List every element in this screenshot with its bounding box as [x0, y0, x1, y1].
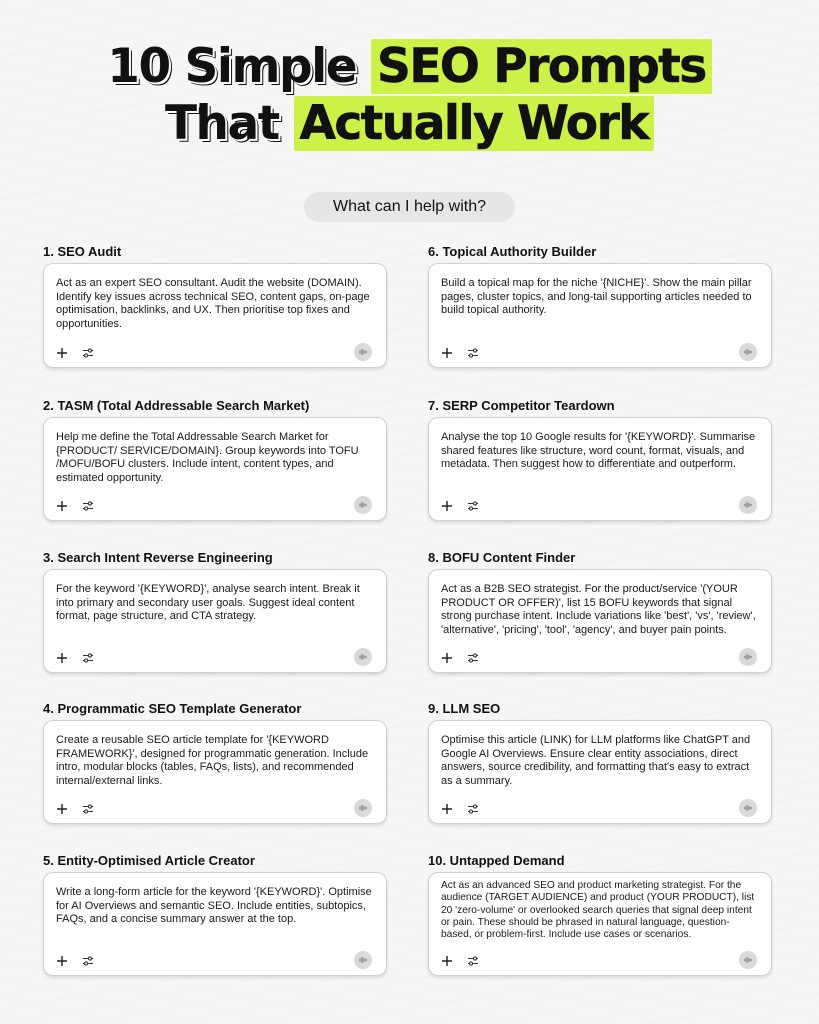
prompt-text-2: Help me define the Total Addressable Search Market for {PRODUCT/ SERVICE/DOMAIN}. Group keywords into TOFU /MOFU/BOFU clusters. Include intent, content types, and estimated opportunity.	[56, 431, 359, 484]
prompt-text-7: Analyse the top 10 Google results for '{KEYWORD}'. Summarise shared features like structure, word count, format, visuals, and metadata. Then suggest how to differentiate and outperform.	[441, 431, 756, 470]
prompt-text-6: Build a topical map for the niche '{NICHE}'. Show the main pillar pages, cluster topics, and long-tail supporting articles needed to build topical authority.	[441, 277, 752, 316]
prompt-title-6: 6. Topical Authority Builder	[428, 244, 597, 259]
title-line-1-plain: 10 Simple	[107, 39, 371, 94]
voice-icon[interactable]	[354, 343, 372, 361]
prompt-card-3[interactable]	[43, 569, 387, 673]
plus-icon[interactable]	[56, 802, 68, 814]
prompt-text-1: Act as an expert SEO consultant. Audit the website (DOMAIN). Identify key issues across technical SEO, content gaps, on-page optimisation, backlinks, and UX. Then prioritise top fixes and opportunities.	[56, 277, 370, 330]
voice-icon[interactable]	[739, 343, 757, 361]
prompt-title-4: 4. Programmatic SEO Template Generator	[43, 701, 302, 716]
page-title	[0, 38, 819, 152]
prompt-text-9: Optimise this article (LINK) for LLM platforms like ChatGPT and Google AI Overviews. Ensure clear entity associations, direct answers, source credibility, and formatting that's easy to extract as a summary.	[441, 734, 751, 787]
prompt-title-9: 9. LLM SEO	[428, 701, 501, 716]
voice-icon[interactable]	[354, 648, 372, 666]
prompt-title-3: 3. Search Intent Reverse Engineering	[43, 550, 273, 565]
prompt-title-7: 7. SERP Competitor Teardown	[428, 398, 615, 413]
prompt-text-10: Act as an advanced SEO and product marketing strategist. For the audience (TARGET AUDIENCE) and product (YOUR PRODUCT), list 20 'zero-volume' or overlooked search queries that signal deep intent or pain. These should be phrased in natural language, question-based, or problem-first. Include use cases or scenarios.	[441, 880, 755, 941]
prompt-title-10: 10. Untapped Demand	[428, 853, 565, 868]
prompt-card-5[interactable]	[43, 872, 387, 976]
prompt-text-4: Create a reusable SEO article template for '{KEYWORD FRAMEWORK}', designed for programmatic generation. Include intro, modular blocks (tables, FAQs, lists), and recommended internal/external links.	[56, 734, 369, 787]
prompt-text-8: Act as a B2B SEO strategist. For the product/service '(YOUR PRODUCT OR OFFER)', list 15 BOFU keywords that signal strong purchase intent. Include variations like 'best', 'vs', 'review', 'alternative', 'pricing', 'tool', 'agency', and buyer pain points.	[441, 583, 756, 636]
title-line-2	[0, 95, 819, 152]
prompt-text-5: Write a long-form article for the keyword '{KEYWORD}'. Optimise for AI Overviews and semantic SEO. Include entities, subtopics, FAQs, and a concise summary answer at the top.	[56, 886, 372, 925]
prompt-title-5: 5. Entity-Optimised Article Creator	[43, 853, 255, 868]
voice-icon[interactable]	[354, 951, 372, 969]
prompt-card-9[interactable]	[428, 720, 772, 824]
prompt-card-4[interactable]	[43, 720, 387, 824]
plus-icon[interactable]	[441, 802, 453, 814]
voice-icon[interactable]	[354, 496, 372, 514]
plus-icon[interactable]	[441, 954, 453, 966]
voice-icon[interactable]	[739, 799, 757, 817]
sliders-icon[interactable]	[82, 954, 94, 966]
prompt-card-7[interactable]	[428, 417, 772, 521]
plus-icon[interactable]	[56, 499, 68, 511]
sliders-icon[interactable]	[82, 651, 94, 663]
sliders-icon[interactable]	[82, 346, 94, 358]
prompt-text-3: For the keyword '{KEYWORD}', analyse search intent. Break it into primary and secondary user goals. Suggest ideal content format, page structure, and CTA strategy.	[56, 583, 360, 622]
prompt-title-1: 1. SEO Audit	[43, 244, 122, 259]
plus-icon[interactable]	[56, 954, 68, 966]
plus-icon[interactable]	[441, 499, 453, 511]
sliders-icon[interactable]	[82, 802, 94, 814]
prompt-card-6[interactable]	[428, 263, 772, 368]
prompt-title-8: 8. BOFU Content Finder	[428, 550, 576, 565]
prompt-pill: What can I help with?	[304, 192, 515, 222]
voice-icon[interactable]	[739, 951, 757, 969]
title-line-1	[0, 38, 819, 95]
sliders-icon[interactable]	[467, 346, 479, 358]
prompt-title-2: 2. TASM (Total Addressable Search Market)	[43, 398, 310, 413]
voice-icon[interactable]	[739, 496, 757, 514]
prompt-card-10[interactable]	[428, 872, 772, 976]
plus-icon[interactable]	[441, 346, 453, 358]
voice-icon[interactable]	[354, 799, 372, 817]
title-line-1-highlight: SEO Prompts	[371, 39, 712, 94]
voice-icon[interactable]	[739, 648, 757, 666]
title-line-2-plain: That	[164, 96, 294, 151]
sliders-icon[interactable]	[467, 802, 479, 814]
prompt-card-8[interactable]	[428, 569, 772, 673]
sliders-icon[interactable]	[467, 499, 479, 511]
plus-icon[interactable]	[56, 346, 68, 358]
plus-icon[interactable]	[56, 651, 68, 663]
plus-icon[interactable]	[441, 651, 453, 663]
sliders-icon[interactable]	[82, 499, 94, 511]
title-line-2-highlight: Actually Work	[294, 96, 655, 151]
sliders-icon[interactable]	[467, 651, 479, 663]
prompt-card-1[interactable]	[43, 263, 387, 368]
prompt-card-2[interactable]	[43, 417, 387, 521]
sliders-icon[interactable]	[467, 954, 479, 966]
